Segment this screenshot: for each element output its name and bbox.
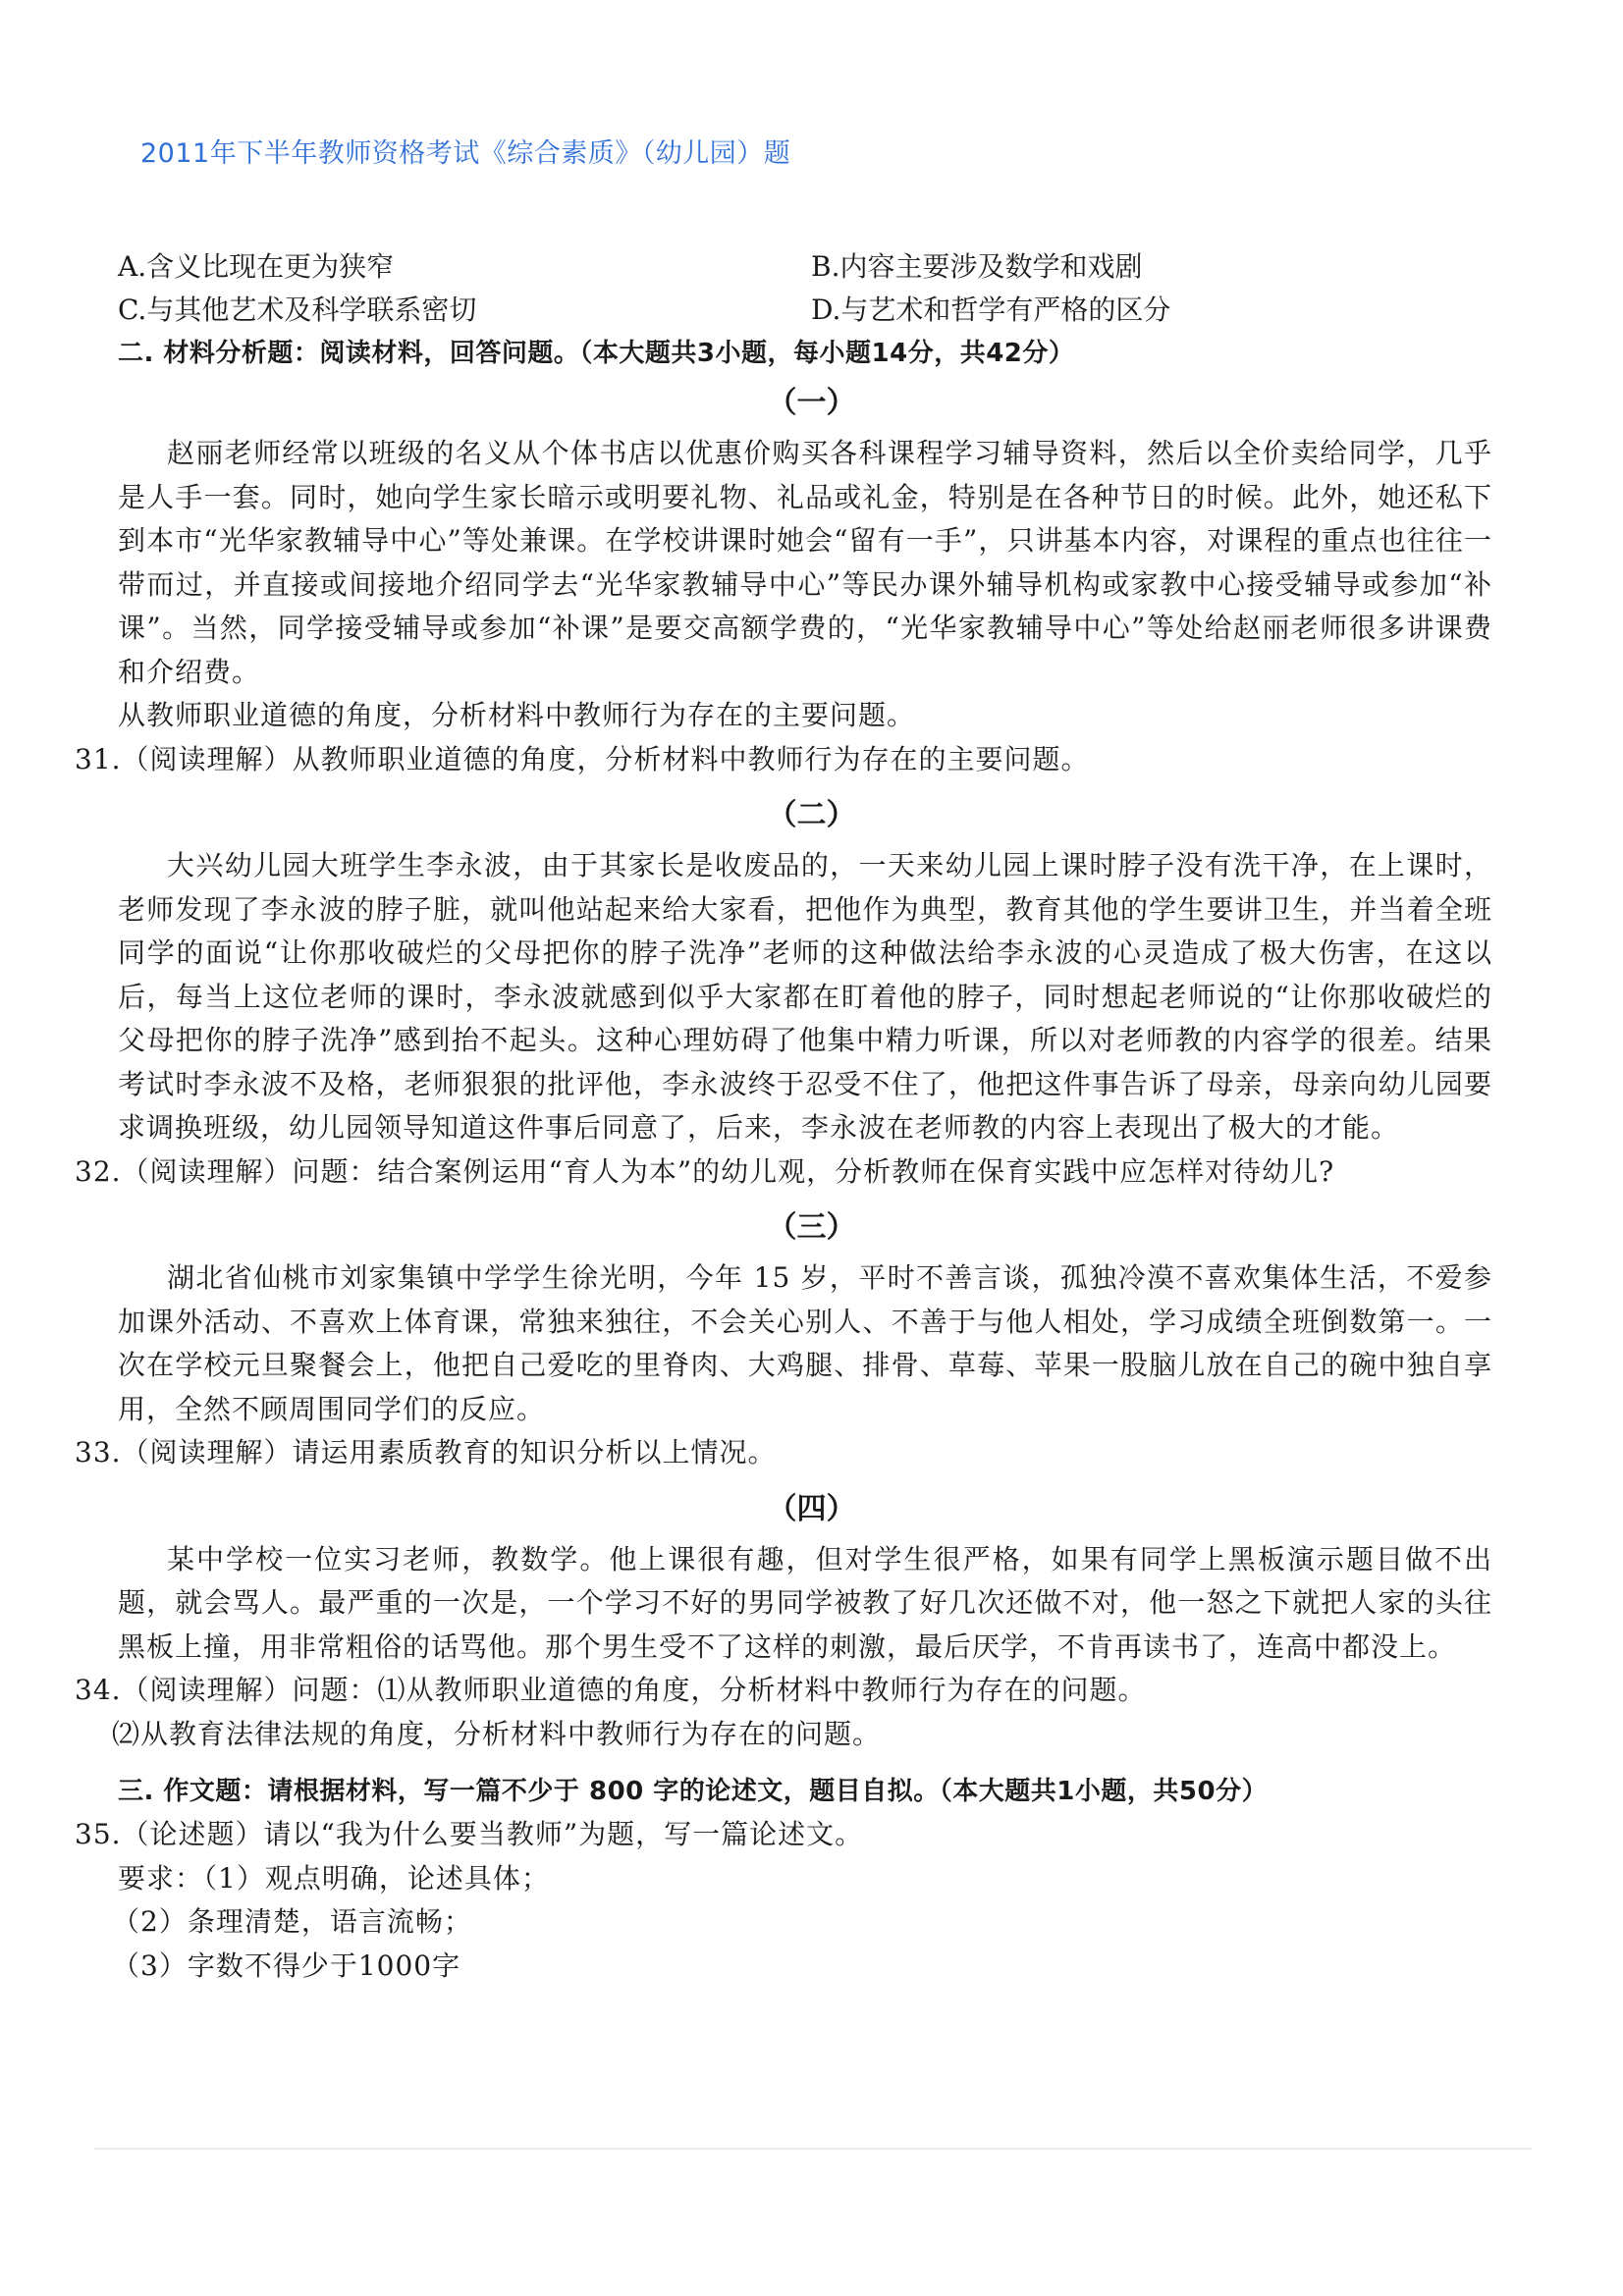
requirement-1: 要求：（1）观点明确，论述具体； (118, 1861, 550, 1895)
option-b: B.内容主要涉及数学和戏剧 (811, 250, 1143, 283)
part-1-prompt: 从教师职业道德的角度，分析材料中教师行为存在的主要问题。 (118, 699, 916, 731)
requirement-2: （2）条理清楚，语言流畅； (112, 1905, 472, 1938)
option-c: C.与其他艺术及科学联系密切 (118, 294, 477, 326)
question-31: 31.（阅读理解）从教师职业道德的角度，分析材料中教师行为存在的主要问题。 (75, 742, 1090, 775)
part-2-title: （二） (767, 798, 856, 832)
option-a: A.含义比现在更为狭窄 (118, 250, 395, 283)
part-3-paragraph: 湖北省仙桃市刘家集镇中学学生徐光明，今年 15 岁，平时不善言谈，孤独冷漠不喜欢集体生活，不爱参加课外活动、不喜欢上体育课，常独来独往，不会关心别人、不善于与他人相处，学习成绩全班倒数第一。一次在学校元旦聚餐会上，他把自己爱吃的里脊肉、大鸡腿、排骨、草莓、苹果一股脑儿放在自己的碗中独自享用，全然不顾周围同学们的反应。 (118, 1261, 1492, 1425)
document-header-title: 2011年下半年教师资格考试《综合素质》（幼儿园）题 (140, 138, 791, 169)
question-34-part-2: ⑵从教育法律法规的角度，分析材料中教师行为存在的问题。 (112, 1717, 882, 1750)
question-34: 34.（阅读理解）问题：⑴从教师职业道德的角度，分析材料中教师行为存在的问题。 (75, 1674, 1147, 1706)
page-content (0, 245, 1623, 1988)
part-1-title: （一） (767, 386, 856, 420)
part-2-paragraph: 大兴幼儿园大班学生李永波，由于其家长是收废品的，一天来幼儿园上课时脖子没有洗干净，在上课时，老师发现了李永波的脖子脏，就叫他站起来给大家看，把他作为典型，教育其他的学生要讲卫生，并当着全班同学的面说“让你那收破烂的父母把你的脖子洗净”老师的这种做法给李永波的心灵造成了极大伤害，在这以后，每当上这位老师的课时，李永波就感到似乎大家都在盯着他的脖子，同时想起老师说的“让你那收破烂的父母把你的脖子洗净”感到抬不起头。这种心理妨碍了他集中精力听课，所以对老师教的内容学的很差。结果考试时李永波不及格，老师狠狠的批评他，李永波终于忍受不住了，他把这件事告诉了母亲，母亲向幼儿园要求调换班级，幼儿园领导知道这件事后同意了，后来，李永波在老师教的内容上表现出了极大的才能。 (118, 849, 1492, 1144)
options-row-2 (0, 289, 1623, 332)
requirement-3: （3）字数不得少于1000字 (112, 1949, 461, 1982)
option-d: D.与艺术和哲学有严格的区分 (811, 294, 1171, 326)
part-3-title: （三） (767, 1210, 856, 1245)
footer-divider (94, 2148, 1532, 2150)
options-row-1 (0, 245, 1623, 289)
question-35: 35.（论述题）请以“我为什么要当教师”为题，写一篇论述文。 (75, 1818, 864, 1850)
part-4-title: （四） (767, 1491, 856, 1526)
section-2-title: 二. 材料分析题：阅读材料，回答问题。（本大题共3小题，每小题14分，共42分） (118, 339, 1075, 368)
question-33: 33.（阅读理解）请运用素质教育的知识分析以上情况。 (75, 1436, 777, 1468)
part-4-paragraph: 某中学校一位实习老师，教数学。他上课很有趣，但对学生很严格，如果有同学上黑板演示题目做不出题，就会骂人。最严重的一次是，一个学习不好的男同学被教了好几次还做不对，他一怒之下就把人家的头往黑板上撞，用非常粗俗的话骂他。那个男生受不了这样的刺激，最后厌学，不肯再读书了，连高中都没上。 (118, 1542, 1492, 1663)
question-32: 32.（阅读理解）问题：结合案例运用“育人为本”的幼儿观，分析教师在保育实践中应怎样对待幼儿? (75, 1154, 1335, 1188)
section-3-title: 三. 作文题：请根据材料，写一篇不少于 800 字的论述文，题目自拟。（本大题共1小题，共50分） (118, 1777, 1269, 1806)
part-1-paragraph: 赵丽老师经常以班级的名义从个体书店以优惠价购买各科课程学习辅导资料，然后以全价卖给同学，几乎是人手一套。同时，她向学生家长暗示或明要礼物、礼品或礼金，特别是在各种节日的时候。此外，她还私下到本市“光华家教辅导中心”等处兼课。在学校讲课时她会“留有一手”，只讲基本内容，对课程的重点也往往一带而过，并直接或间接地介绍同学去“光华家教辅导中心”等民办课外辅导机构或家教中心接受辅导或参加“补课”。当然，同学接受辅导或参加“补课”是要交高额学费的，“光华家教辅导中心”等处给赵丽老师很多讲课费和介绍费。 (118, 437, 1492, 688)
